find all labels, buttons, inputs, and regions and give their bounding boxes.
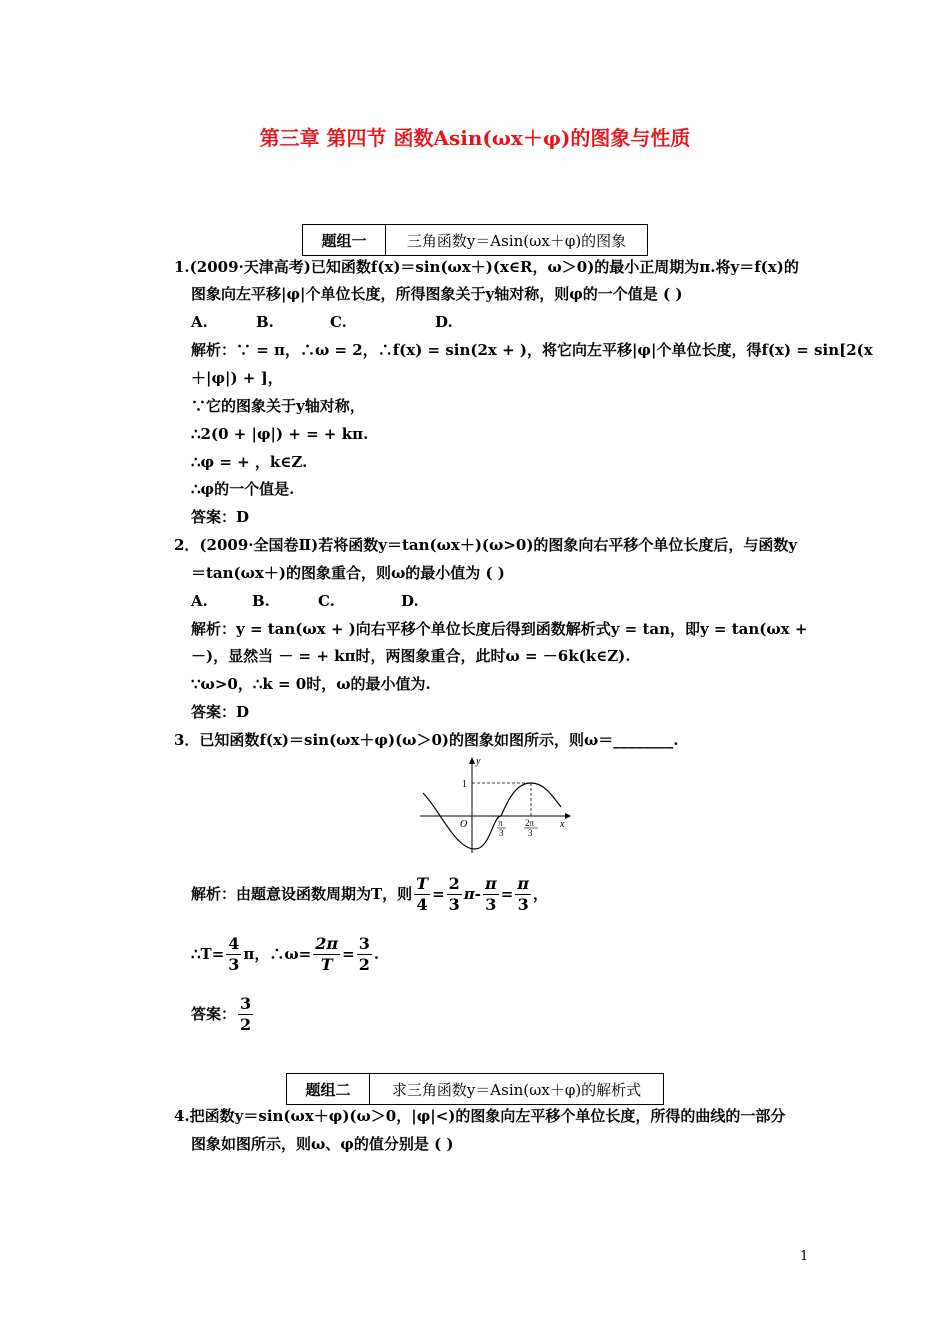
q1-line1: 1.(2009·天津高考)已知函数f(x)＝sin(ωx＋)(x∈R，ω＞0)的最小正周期为π.将y＝f(x)的 bbox=[174, 258, 799, 276]
q2-option-b: B. bbox=[252, 592, 270, 610]
q3-answer: 答案： $\frac{3}{2}$ bbox=[191, 993, 252, 1034]
group1-label: 题组一 bbox=[303, 225, 386, 255]
q1-option-c: C. bbox=[330, 313, 347, 331]
q1-solution-5: ∴φ = + ，k∈Z. bbox=[191, 453, 308, 471]
tick-pi-3-den: 3 bbox=[499, 828, 504, 838]
y-axis-arrow bbox=[469, 757, 475, 764]
q1-solution-6: ∴φ的一个值是. bbox=[191, 480, 295, 498]
q1-option-a: A. bbox=[191, 313, 208, 331]
q1-line2: 图象向左平移|φ|个单位长度，所得图象关于y轴对称，则φ的一个值是 ( ) bbox=[191, 285, 683, 303]
group2-header bbox=[286, 1073, 664, 1105]
q2-line2: ＝tan(ωx＋)的图象重合，则ω的最小值为 ( ) bbox=[191, 564, 505, 582]
tick-2pi-3-den: 3 bbox=[528, 828, 533, 838]
q4-line2: 图象如图所示，则ω、φ的值分别是 ( ) bbox=[191, 1135, 454, 1153]
sine-graph bbox=[415, 755, 575, 855]
q2-solution-3: ∵ω>0，∴k = 0时，ω的最小值为. bbox=[191, 675, 431, 693]
q1-answer: 答案：D bbox=[191, 508, 250, 526]
group2-text: 求三角函数y＝Asin(ωx＋φ)的解析式 bbox=[391, 1080, 642, 1099]
q2-answer: 答案：D bbox=[191, 703, 250, 721]
fraction-pi-over-3-a: $\frac{\pi}{3}$ bbox=[485, 873, 497, 914]
q1-solution-4: ∴2(0 + |φ|) + = + kπ. bbox=[191, 425, 369, 443]
q3-solution-prefix: 解析：由题意设函数周期为T，则 bbox=[191, 885, 413, 903]
origin-label: O bbox=[460, 819, 468, 830]
fraction-2-over-3: $\frac{2}{3}$ bbox=[448, 873, 460, 914]
tick-2pi-3-num: 2π bbox=[525, 818, 535, 828]
q4-line1: 4.把函数y＝sin(ωx＋φ)(ω＞0，|φ|<)的图象向左平移个单位长度，所得的曲线的一部分 bbox=[174, 1107, 786, 1125]
q1-option-d: D. bbox=[435, 313, 453, 331]
q2-solution-1: 解析：y = tan(ωx + )向右平移个单位长度后得到函数解析式y = tan，即y = tan(ωx + bbox=[191, 620, 808, 638]
x-axis-arrow bbox=[565, 813, 571, 819]
y-one-label: 1 bbox=[462, 779, 467, 790]
q2-option-a: A. bbox=[191, 592, 208, 610]
page-number: 1 bbox=[800, 1249, 809, 1264]
q1-solution-3: ∵它的图象关于y轴对称， bbox=[191, 397, 365, 415]
q2-option-d: D. bbox=[401, 592, 419, 610]
page-title: 第三章 第四节 函数Asin(ωx＋φ)的图象与性质 bbox=[259, 126, 691, 150]
q3-solution-1: 解析：由题意设函数周期为T，则 $\frac{T}{4}$ = $\frac{2}{3}$ π - $\frac{\pi}{3}$ = $\frac{\pi}{3}$ ， bbox=[191, 873, 549, 914]
fraction-4-over-3: $\frac{4}{3}$ bbox=[228, 933, 240, 974]
tick-pi-3-num: π bbox=[498, 818, 503, 828]
group2-label: 题组二 bbox=[287, 1074, 370, 1104]
q3-solution-2: ∴T= $\frac{4}{3}$ π，∴ω= $\frac{2\pi}{T}$ = $\frac{3}{2}$ . bbox=[191, 933, 380, 974]
q2-option-c: C. bbox=[318, 592, 335, 610]
q2-line1: 2．(2009·全国卷Ⅱ)若将函数y＝tan(ωx＋)(ω>0)的图象向右平移个单位长度后，与函数y bbox=[174, 536, 798, 554]
fraction-3-over-2-b: $\frac{3}{2}$ bbox=[240, 993, 252, 1034]
fraction-3-over-2-a: $\frac{3}{2}$ bbox=[358, 933, 370, 974]
group1-text: 三角函数y＝Asin(ωx＋φ)的图象 bbox=[406, 231, 627, 250]
fraction-2pi-over-t: $\frac{2\pi}{T}$ bbox=[315, 933, 339, 974]
q1-solution-1: 解析：∵ = π，∴ω = 2，∴f(x) = sin(2x + )，将它向左平移|φ|个单位长度，得f(x) = sin[2(x bbox=[191, 341, 873, 359]
q2-solution-2: －)，显然当 － = + kπ时，两图象重合，此时ω = －6k(k∈Z). bbox=[191, 647, 631, 665]
fraction-pi-over-3-b: $\frac{\pi}{3}$ bbox=[517, 873, 530, 914]
fraction-t-over-4: $\frac{T}{4}$ bbox=[416, 873, 429, 914]
q1-solution-2: ＋|φ|) + ]， bbox=[191, 369, 283, 387]
q3-line1: 3．已知函数f(x)＝sin(ωx＋φ)(ω＞0)的图象如图所示，则ω＝________. bbox=[174, 731, 679, 749]
q1-option-b: B. bbox=[256, 313, 274, 331]
x-axis-label: x bbox=[560, 819, 565, 830]
group1-header bbox=[302, 224, 648, 256]
y-axis-label: y bbox=[476, 756, 481, 767]
